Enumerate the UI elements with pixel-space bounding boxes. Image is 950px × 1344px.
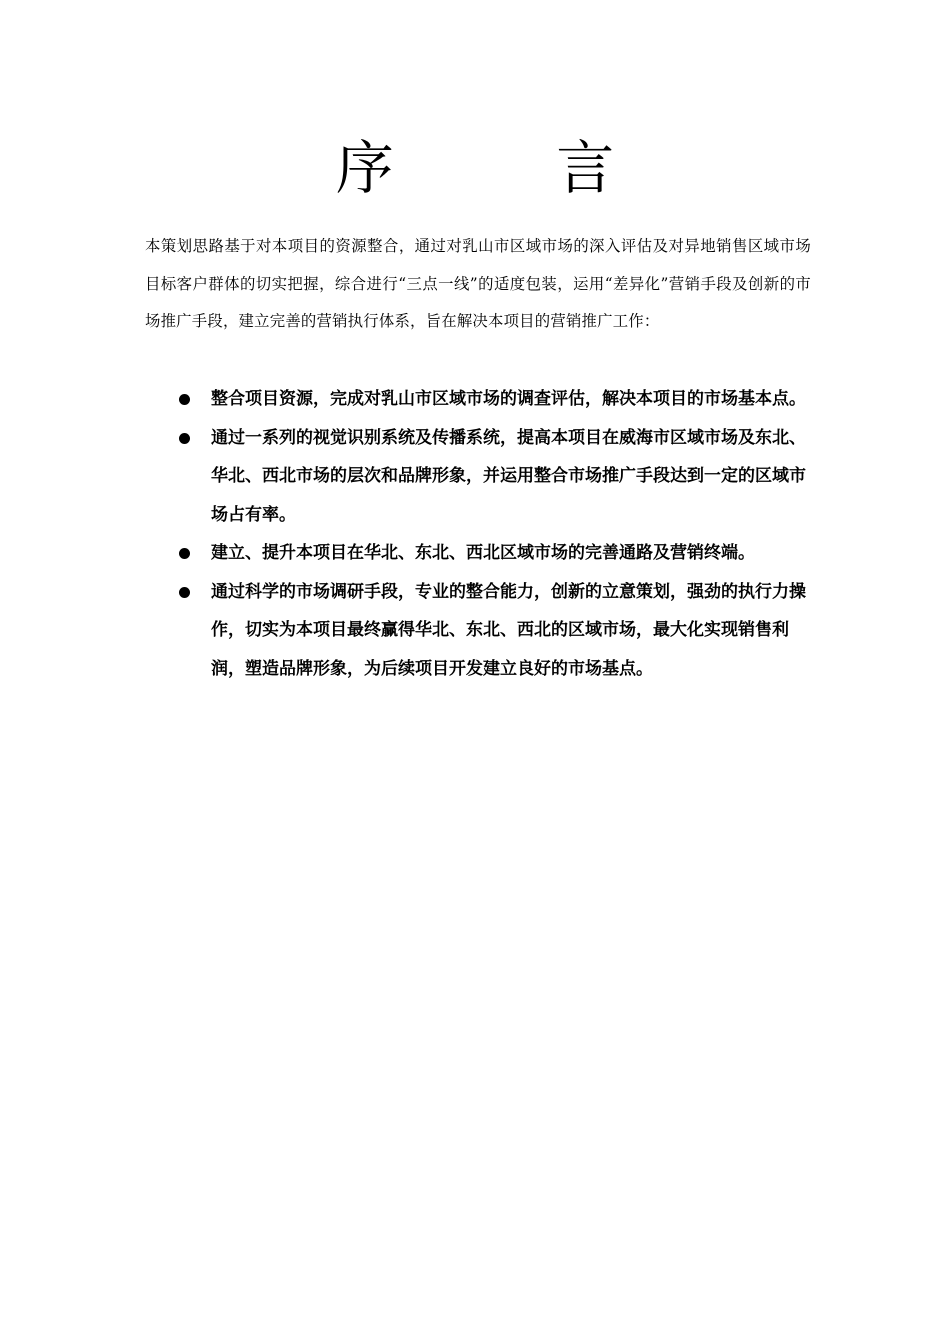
bullet-list: [176, 380, 826, 688]
bullet-text: 通过科学的市场调研手段，专业的整合能力，创新的立意策划，强劲的执行力操作，切实为本项目最终赢得华北、东北、西北的区域市场，最大化实现销售利润，塑造品牌形象，为后续项目开发建立良好的市场基点。: [211, 581, 806, 679]
bullet-dot-icon: [179, 587, 190, 598]
page-title: 序 言: [335, 134, 687, 202]
intro-paragraph: 本策划思路基于对本项目的资源整合，通过对乳山市区域市场的深入评估及对异地销售区域市场目标客户群体的切实把握，综合进行“三点一线”的适度包装，运用“差异化”营销手段及创新的市场推广手段，建立完善的营销执行体系，旨在解决本项目的营销推广工作：: [145, 237, 811, 330]
bullet-text: 通过一系列的视觉识别系统及传播系统，提高本项目在威海市区域市场及东北、华北、西北市场的层次和品牌形象，并运用整合市场推广手段达到一定的区域市场占有率。: [211, 427, 806, 525]
bullet-item: [176, 573, 811, 689]
bullet-item: [176, 419, 811, 535]
bullet-dot-icon: [179, 548, 190, 559]
bullet-dot-icon: [179, 394, 190, 405]
bullet-item: [176, 380, 811, 419]
bullet-dot-icon: [179, 433, 190, 444]
bullet-text: 建立、提升本项目在华北、东北、西北区域市场的完善通路及营销终端。: [211, 543, 755, 563]
bullet-text: 整合项目资源，完成对乳山市区域市场的调查评估，解决本项目的市场基本点。: [211, 389, 806, 409]
bullet-item: [176, 534, 831, 573]
